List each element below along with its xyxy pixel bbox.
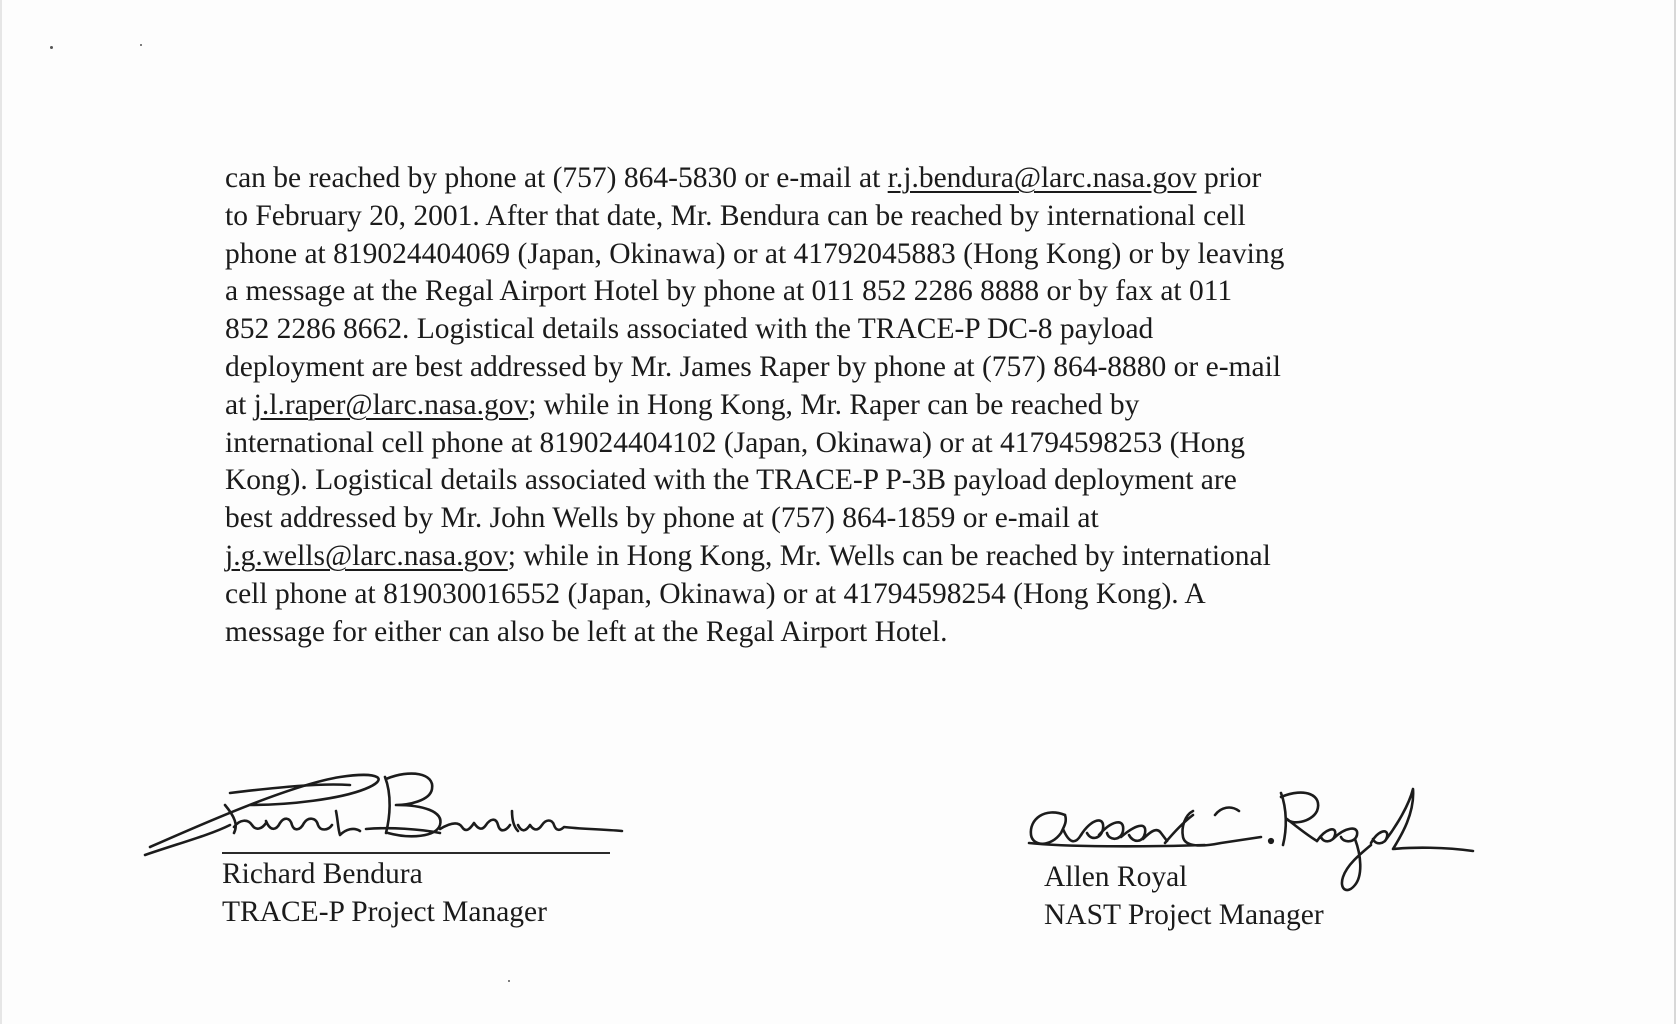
paragraph-line: to February 20, 2001. After that date, Mr. Bendura can be reached by international cell: [225, 199, 1246, 232]
signatory-name: Richard Bendura: [222, 858, 423, 890]
signatory-royal: [1044, 858, 1324, 934]
signatory-title: NAST Project Manager: [1044, 899, 1324, 931]
email-link-raper[interactable]: j.l.raper@larc.nasa.gov: [253, 388, 529, 421]
signatory-title: TRACE-P Project Manager: [222, 896, 547, 928]
paragraph-line: best addressed by Mr. John Wells by phone at (757) 864-1859 or e-mail at: [225, 502, 1099, 535]
paragraph-line: can be reached by phone at (757) 864-5830 or e-mail at r.j.bendura@larc.nasa.gov prior: [225, 162, 1262, 194]
contact-paragraph: [225, 160, 1455, 651]
paragraph-line: j.g.wells@larc.nasa.gov; while in Hong Kong, Mr. Wells can be reached by international: [225, 539, 1271, 572]
signatory-bendura: [222, 855, 547, 931]
paragraph-line: deployment are best addressed by Mr. James Raper by phone at (757) 864-8880 or e-mail: [225, 350, 1281, 383]
scan-edge-left: [0, 0, 2, 1024]
scan-speck: [508, 980, 510, 982]
scan-speck: [140, 44, 142, 46]
signature-bendura: [140, 755, 630, 860]
paragraph-line: a message at the Regal Airport Hotel by phone at 011 852 2286 8888 or by fax at 011: [225, 275, 1233, 308]
signature-line-bendura: [222, 852, 610, 854]
paragraph-line: cell phone at 819030016552 (Japan, Okinawa) or at 41794598254 (Hong Kong). A: [225, 577, 1206, 610]
paragraph-line: Kong). Logistical details associated with the TRACE-P P-3B payload deployment are: [225, 464, 1237, 497]
paragraph-line: phone at 819024404069 (Japan, Okinawa) or at 41792045883 (Hong Kong) or by leaving: [225, 237, 1285, 270]
scan-speck: [50, 46, 53, 49]
paragraph-line: international cell phone at 819024404102 (Japan, Okinawa) or at 41794598253 (Hong: [225, 426, 1245, 459]
paragraph-line: at j.l.raper@larc.nasa.gov; while in Hong Kong, Mr. Raper can be reached by: [225, 388, 1140, 421]
email-link-wells[interactable]: j.g.wells@larc.nasa.gov: [225, 539, 508, 572]
signatory-name: Allen Royal: [1044, 861, 1188, 893]
email-link-bendura[interactable]: r.j.bendura@larc.nasa.gov: [887, 162, 1197, 194]
paragraph-line: 852 2286 8662. Logistical details associated with the TRACE-P DC-8 payload: [225, 313, 1154, 346]
paragraph-line: message for either can also be left at the Regal Airport Hotel.: [225, 615, 948, 648]
